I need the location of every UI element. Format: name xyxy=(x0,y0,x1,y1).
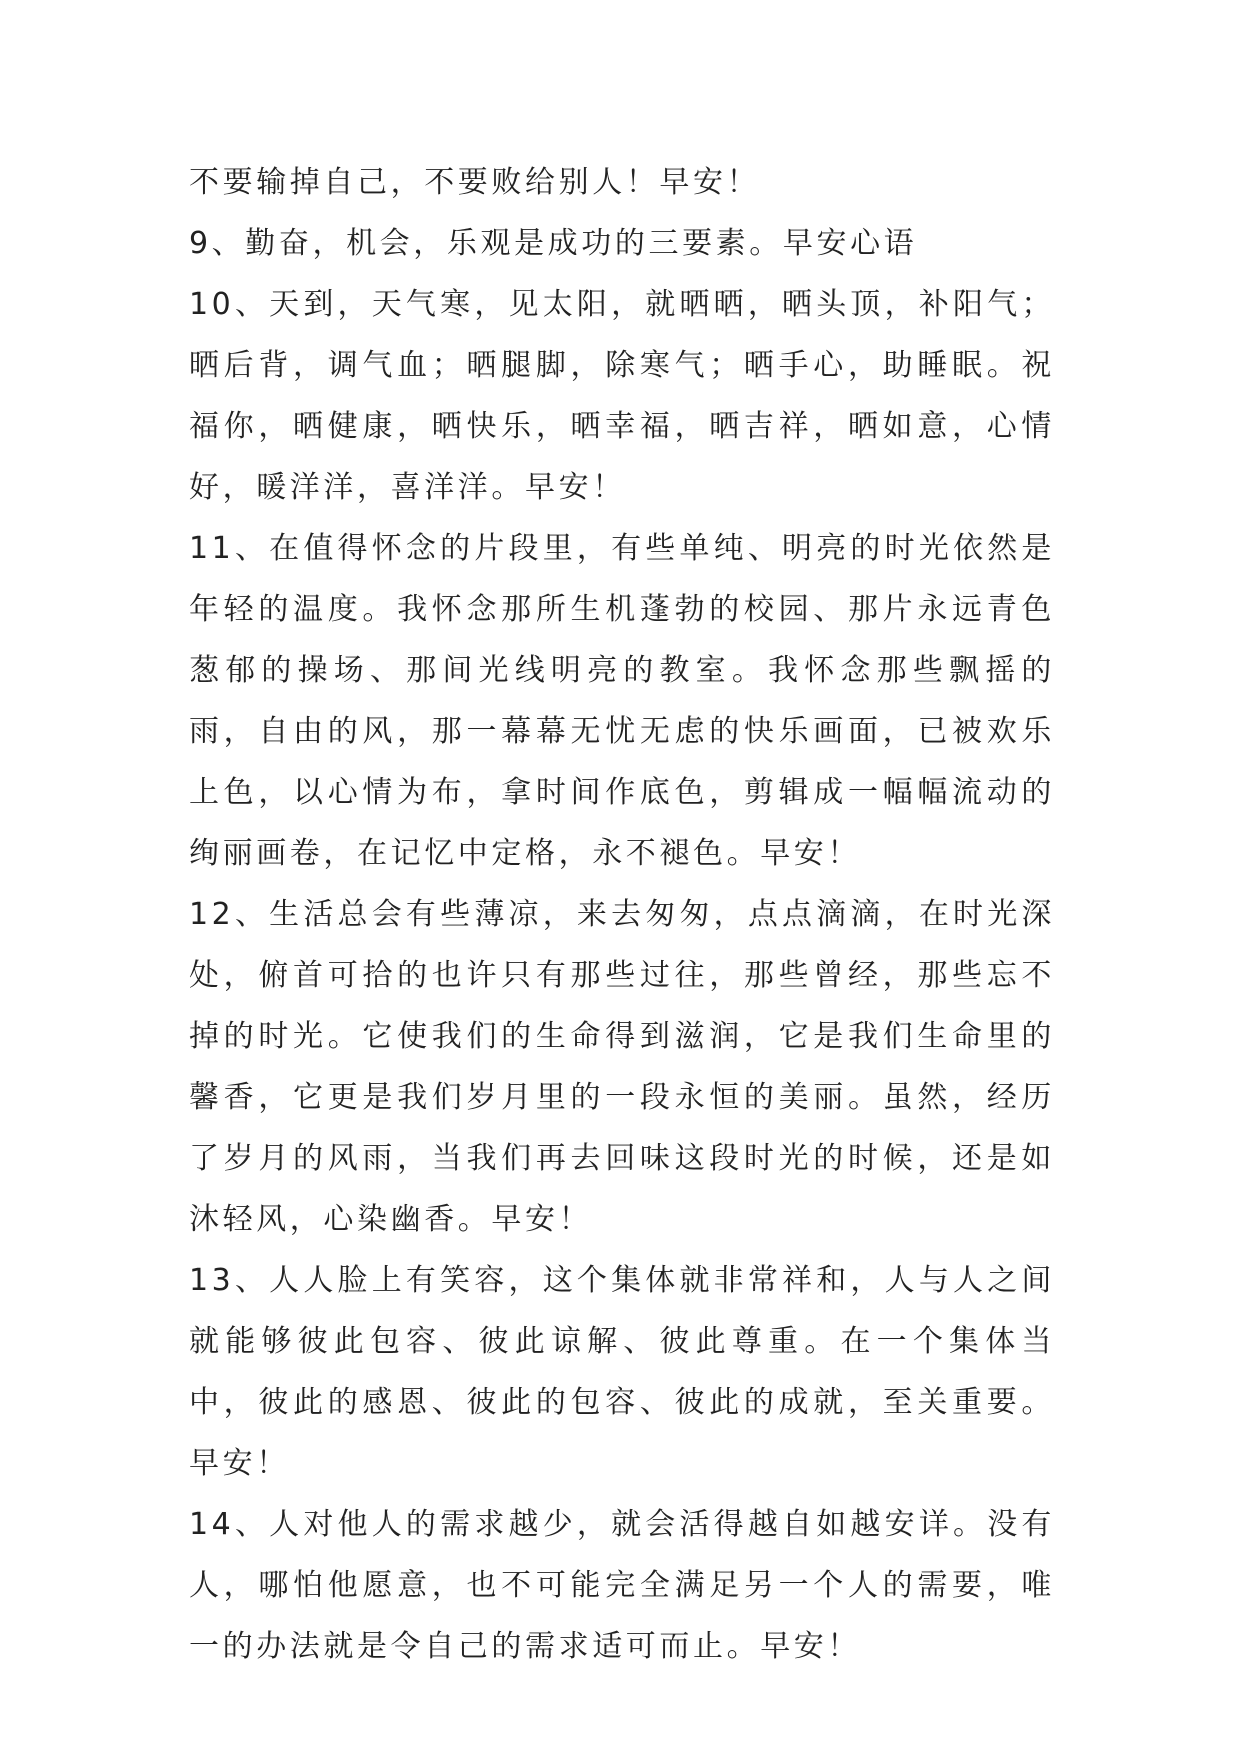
paragraph-9: 9、勤奋，机会，乐观是成功的三要素。早安心语 xyxy=(189,226,918,261)
paragraph-12: 12、生活总会有些薄凉，来去匆匆，点点滴滴，在时光深处，俯首可拾的也许只有那些过往，那些曾经，那些忘不掉的时光。它使我们的生命得到滋润，它是我们生命里的馨香，它更是我们岁月里的一段永恒的美丽。虽然，经历了岁月的风雨，当我们再去回味这段时光的时候，还是如沐轻风，心染幽香。早安！ xyxy=(189,897,1055,1237)
document-body xyxy=(189,152,1055,1677)
paragraph-14: 14、人对他人的需求越少，就会活得越自如越安详。没有人，哪怕他愿意，也不可能完全满足另一个人的需要，唯一的办法就是令自己的需求适可而止。早安！ xyxy=(189,1507,1055,1664)
paragraph-11: 11、在值得怀念的片段里，有些单纯、明亮的时光依然是年轻的温度。我怀念那所生机蓬勃的校园、那片永远青色葱郁的操场、那间光线明亮的教室。我怀念那些飘摇的雨，自由的风，那一幕幕无忧无虑的快乐画面，已被欢乐上色，以心情为布，拿时间作底色，剪辑成一幅幅流动的绚丽画卷，在记忆中定格，永不褪色。早安！ xyxy=(189,531,1055,871)
paragraph-intro: 不要输掉自己，不要败给别人！早安！ xyxy=(189,165,761,200)
paragraph-13: 13、人人脸上有笑容，这个集体就非常祥和，人与人之间就能够彼此包容、彼此谅解、彼此尊重。在一个集体当中，彼此的感恩、彼此的包容、彼此的成就，至关重要。早安！ xyxy=(189,1263,1055,1481)
paragraph-10: 10、天到，天气寒，见太阳，就晒晒，晒头顶，补阳气；晒后背，调气血；晒腿脚，除寒气；晒手心，助睡眠。祝福你，晒健康，晒快乐，晒幸福，晒吉祥，晒如意，心情好，暖洋洋，喜洋洋。早安！ xyxy=(189,287,1055,505)
